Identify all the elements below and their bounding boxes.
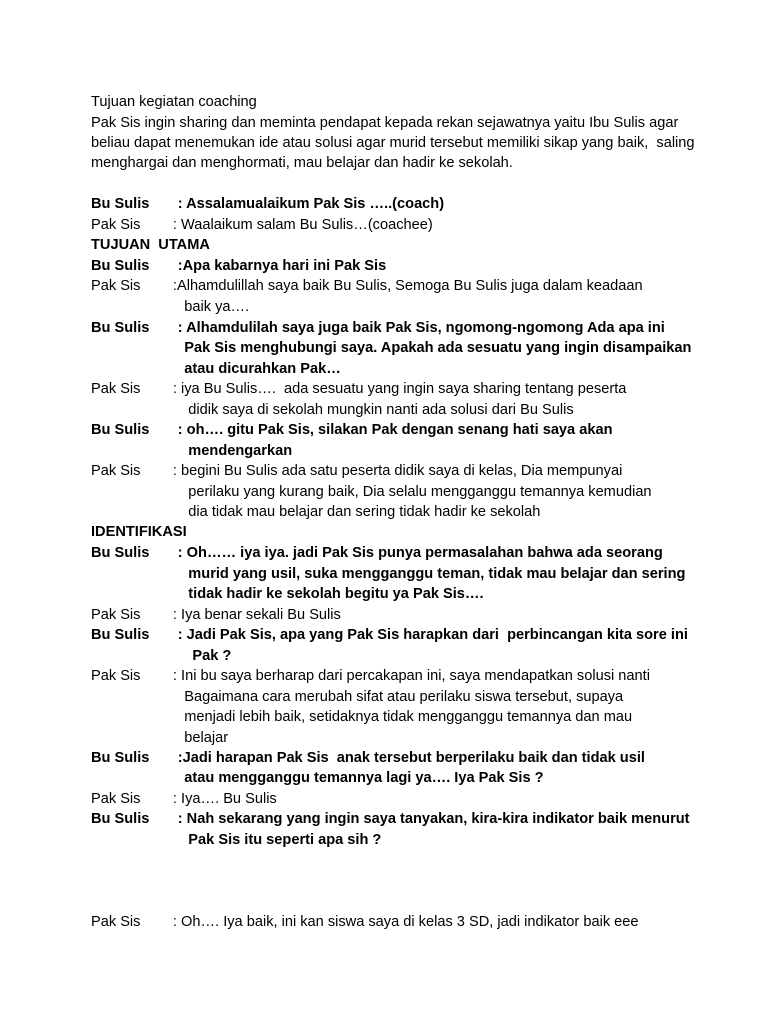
dialogue-line-pak-sis: perilaku yang kurang baik, Dia selalu mengganggu temannya kemudian	[91, 484, 652, 500]
dialogue-line-bu-sulis: Bu Sulis : Assalamualaikum Pak Sis …..(coach)	[91, 196, 445, 212]
dialogue-line-bu-sulis: atau mengganggu temannya lagi ya…. Iya Pak Sis ?	[91, 770, 544, 786]
dialogue-line-bu-sulis: Bu Sulis : oh…. gitu Pak Sis, silakan Pak dengan senang hati saya akan	[91, 422, 613, 438]
section-heading-tujuan-utama: TUJUAN UTAMA	[91, 237, 210, 253]
dialogue-line-pak-sis: Pak Sis : Oh…. Iya baik, ini kan siswa saya di kelas 3 SD, jadi indikator baik eee	[91, 914, 639, 930]
dialogue-line-bu-sulis: Pak ?	[91, 648, 232, 664]
intro-line: beliau dapat menemukan ide atau solusi agar murid tersebut memiliki sikap yang baik, saling	[91, 135, 695, 151]
dialogue-line-pak-sis: Pak Sis :Alhamdulillah saya baik Bu Sulis, Semoga Bu Sulis juga dalam keadaan	[91, 278, 643, 294]
dialogue-line-pak-sis: Pak Sis : begini Bu Sulis ada satu peserta didik saya di kelas, Dia mempunyai	[91, 463, 623, 479]
heading-tujuan-kegiatan: Tujuan kegiatan coaching	[91, 94, 257, 110]
dialogue-line-bu-sulis: Bu Sulis : Oh…… iya iya. jadi Pak Sis punya permasalahan bahwa ada seorang	[91, 545, 663, 561]
dialogue-line-bu-sulis: Bu Sulis : Alhamdulilah saya juga baik Pak Sis, ngomong-ngomong Ada apa ini	[91, 320, 665, 336]
dialogue-line-pak-sis: Bagaimana cara merubah sifat atau perilaku siswa tersebut, supaya	[91, 689, 624, 705]
dialogue-line-bu-sulis: atau dicurahkan Pak…	[91, 361, 341, 377]
dialogue-line-bu-sulis: Bu Sulis : Jadi Pak Sis, apa yang Pak Sis harapkan dari perbincangan kita sore ini	[91, 627, 688, 643]
intro-line: Pak Sis ingin sharing dan meminta pendapat kepada rekan sejawatnya yaitu Ibu Sulis agar	[91, 115, 679, 131]
dialogue-line-pak-sis: didik saya di sekolah mungkin nanti ada solusi dari Bu Sulis	[91, 402, 574, 418]
dialogue-line-pak-sis: menjadi lebih baik, setidaknya tidak mengganggu temannya dan mau	[91, 709, 633, 725]
dialogue-line-pak-sis: baik ya….	[91, 299, 250, 315]
dialogue-line-bu-sulis: Pak Sis menghubungi saya. Apakah ada sesuatu yang ingin disampaikan	[91, 340, 692, 356]
dialogue-line-pak-sis: Pak Sis : Iya benar sekali Bu Sulis	[91, 607, 341, 623]
dialogue-line-pak-sis: Pak Sis : Waalaikum salam Bu Sulis…(coachee)	[91, 217, 433, 233]
dialogue-line-bu-sulis: Bu Sulis :Apa kabarnya hari ini Pak Sis	[91, 258, 387, 274]
dialogue-line-pak-sis: Pak Sis : iya Bu Sulis…. ada sesuatu yang ingin saya sharing tentang peserta	[91, 381, 627, 397]
dialogue-line-bu-sulis: murid yang usil, suka mengganggu teman, tidak mau belajar dan sering	[91, 566, 686, 582]
dialogue-line-bu-sulis: Bu Sulis :Jadi harapan Pak Sis anak tersebut berperilaku baik dan tidak usil	[91, 750, 645, 766]
dialogue-line-bu-sulis: Pak Sis itu seperti apa sih ?	[91, 832, 382, 848]
dialogue-line-pak-sis: belajar	[91, 730, 229, 746]
dialogue-line-pak-sis: Pak Sis : Iya…. Bu Sulis	[91, 791, 277, 807]
dialogue-line-bu-sulis: tidak hadir ke sekolah begitu ya Pak Sis….	[91, 586, 484, 602]
section-heading-identifikasi: IDENTIFIKASI	[91, 524, 187, 540]
dialogue-line-pak-sis: Pak Sis : Ini bu saya berharap dari percakapan ini, saya mendapatkan solusi nanti	[91, 668, 650, 684]
dialogue-line-bu-sulis: mendengarkan	[91, 443, 293, 459]
intro-line: menghargai dan menghormati, mau belajar dan hadir ke sekolah.	[91, 155, 513, 171]
dialogue-line-bu-sulis: Bu Sulis : Nah sekarang yang ingin saya tanyakan, kira-kira indikator baik menurut	[91, 811, 690, 827]
dialogue-line-pak-sis: dia tidak mau belajar dan sering tidak hadir ke sekolah	[91, 504, 541, 520]
